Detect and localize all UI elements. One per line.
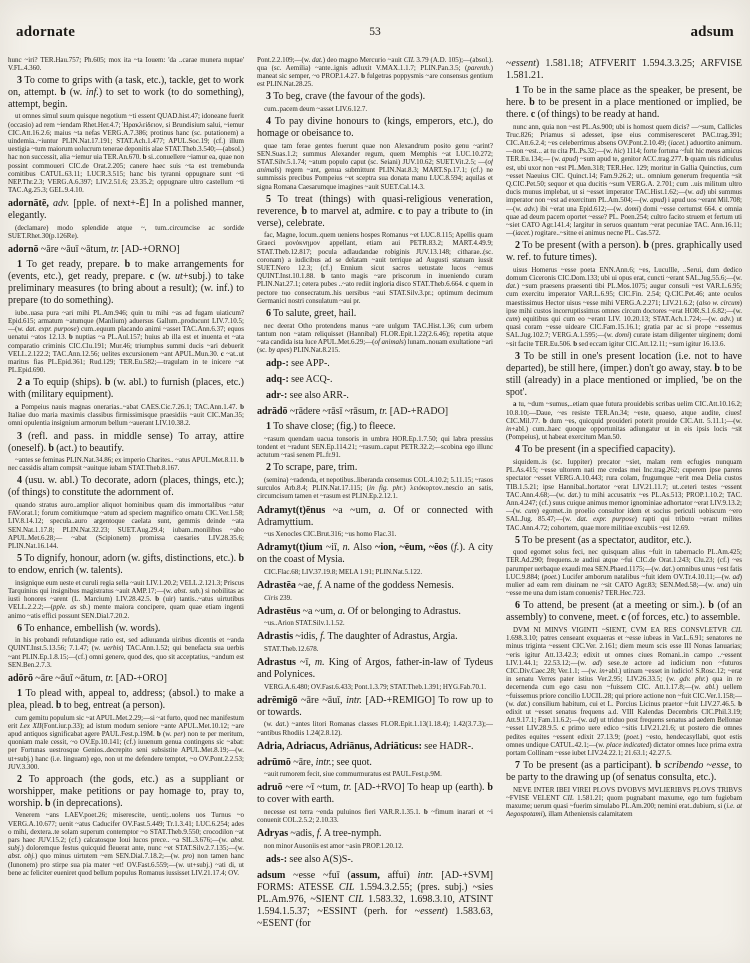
citation-block: fac, Magne, locum..quem ueniens hospes Romanus ~et LUC.8.115; Apellis quam Graeci μονόκνημον appellant, etiam aui PETR.83.2; MART.4.49.9; STAT.Theb.12.817; pocula adlaudandae robiginis JUV.13.148; citharae..(sc. coronam) a iudicibus ad se delatam ~auit terrique ad Augusti statuam iussit SUET.Nero 12.3; (cf.) Ennium sicut sacros uetustate lucos ~emus QUINT.Inst.10.1.88. b tanto magis ~are priscorum in inueniendo curam PLIN.Nat.27.1; cetera pubes ..~ato rediit ingloria disco STAT.Theb.6.664. c quem in pectore tuo consecratum..his uersibus ~aui STAT.Silv.3.pr.; optimum decimum Germanici nostri consulatum ~aui pr. (257, 231, 493, 305)
citation-block: in his probandi refutandique ratio est, sed adiuuanda uiribus dicentis et ~anda QUINT.Inst.5.13.56; 7.1.47; (w. uerbis) TAC.Ann.1.52; qui benefacta sua uerbis ~ant PLIN.Ep.1.8.15;—(cf.) omni genere, quod des, quo sit acceptatius, ~andum est SEN.Ben.2.7.3. (8, 636, 244, 669)
citation-block: quae tam ferae gentes fuerunt quae non Alexandrum posito genu ~arint? SEN.Suas.1.2; summus Alexander regum, quem Memphis ~at LUC.10.272; STAT.Silv.5.1.74; ~atum populo caput (sc. Seiani) JUV.10.62; SUET.Vit.2.5; —(of animals) regem ~ant, genua submittunt PLIN.Nat.8.3; MART.Sp.17.1; (cf.) ne summissis precibus Pompeius ~et sceptra sua donata manu LUC.8.594; aquilas et signa Romana Caesarumque imagines ~auit SUET.Cal.14.3. (257, 141, 493, 191)
citation-block: ~us Xenocles CIC.Brut.316; ~us homo Flac.31. (264, 530, 397, 539)
entry-headword: adornātē, adv. [pple. of next+-Ē] In a polished manner, elegantly. (8, 198, 244, 222)
running-header (16, 24, 734, 44)
sense-definition: 3 (refl. and pass. in middle sense) To array, attire (oneself). b (act.) to beautify. (8, 430, 244, 454)
citation-block: hunc ~iri? TER.Hau.757; Ph.605; mox ita ~ta Iouem: 'da ..carae munera nuptae' V.FL.4.360. (8, 55, 244, 72)
citation-block: siquidem..is (sc. Iuppiter) precator ~siet, malam rem ecfugies nunquam PL.As.415; ~esse ultorem nati me credas mei Inc.trag.262; cuperem ipse parens spectator ~esset VERG.A.10.443; rura colam, frugumque ~erit mea Delia custos TIB.1.5.21; ipse Hannibal..hortator ~erat LIV.21.11.7; ut..ceteri testes ~essent TAC.Ann.4.68;—(w. dat.) tu mihi accusatrix ~es PL.As.513; PROP.1.10.2; TAC. Ann.4.247; (cf.) suus cuique animus memor ignominiae adhortator ~erat LIV.9.13.2;—(w. cum) egomet..in proelio consultor idem et socius periculi uobiscum ~ero SAL.Jug. 85.47;—(w. dat. expr. purpose) rapti qui tributo ~erant milites TAC.Ann.4.72; cohortem, quae more militiae excubiis ~est 12.69. (506, 457, 742, 532)
entry-headword: adornō ~āre ~āuī ~ātum, tr. [AD-+ORNO] (8, 244, 180, 256)
entry-headword: adsum ~esse ~fuī (assum, affui) intr. [AD-+SVM] FORMS: ATESSE CIL 1.594.3.2.55; (pres. subj.) ~sies PL.Am.976, ~SIENT CIL 1.583.32, 1.698.3.10, ATSINT 1.594.1.5.37; ~ESSINT (perh. for ~essent) 1.583.63, ~ESENT (for (257, 870, 493, 930)
sense-definition: 2 To scrape, pare, trim. (266, 462, 358, 474)
cross-reference: adp-: see APP-. (266, 358, 330, 370)
citation-block: STAT.Theb.12.678. (264, 644, 319, 653)
entry-headword: Adryas ~adis, f. A tree-nymph. (257, 828, 382, 840)
entry-headword: adrēmigō ~āre ~āuī, intr. [AD-+REMIGO] To row up to or towards. (257, 694, 493, 718)
page-number: 53 (369, 26, 381, 38)
citation-block: VERG.A.6.480; OV.Fast.6.433; Pont.1.3.79; STAT.Theb.1.391; HYG.Fab.70.1. (264, 682, 486, 691)
column-1 (8, 54, 244, 959)
guide-word-left: adornate (16, 24, 76, 40)
entry-headword: adruō ~ere ~ī ~tum, tr. [AD-+RVO] To heap up (earth). b to cover with earth. (257, 782, 493, 806)
citation-block: ut omnes simul suum quisque negotium ~ti essent QUAD.hist.47; idoneane fuerit (occasio) ad rem ~iendam Rhet.Her.4.7; Ἡρακλείδειον, si Brundisium salui, ~iemur CIC.Att.16.2.6; maius ~ta nefas VERG.A.7.386; protinus hanc (sc. putationem) a uindemia..~iuntur PLIN.Nat.17.191; STAT.Ach.1.477; APUL.Soc.19; (cf.) illum uestigia ~tum maiorum uolucrum tenerae deponitis alae STAT.Theb.3.540;—(absol.) hac non successit, alia ~iemur uia TER.An.670. b si..conuellere ~iamur ea, quae non possint commoueri CIC.de Orat.2.205; canere haec suis ~ta est tremebunda comitibus CATUL.63.11; LUCR.3.515; hanc bis tyranni oppugnare sunt ~ti NEP.Thr.2.3; VERG.A.6.397; LIV.2.51.6; 23.35.2; oppugnare ultro castellum ~ti TAC.Ag.25.3; GEL.9.4.10. (8, 112, 244, 195)
sense-definition: 1 To get ready, prepare. b to make arrangements for (events, etc.), get ready, prepare. c (w. ut+subj.) to take preliminary measures (to bring about a result); (w. inf.) to prepare (to do something). (8, 259, 244, 307)
citation-block: NEVE INTER IBEI VIREI PLOVS DVOBVS MVLIERIBVS PLOVS TRIBVS ~FVISE VELENT CIL 1.581.21; quom pugnabant maxume, ego tum fugiebam maxume; uerum quasi ~fuerim simulabo PL.Am.200; nemini erat..dubium, si (i.e. at Aegospotami), illam Atheniensis calamitatem (506, 785, 742, 819)
citation-block: quando stratus auro..amplior aliquot hominibus quam dis immortalibus ~atur FAV.orat.1; forum comitiumque ~atum ad speciem magnifico ornatu CIC.Ver.1.58; LIV.8.14.12; specula..auro argentoque caelata sunt, gemmis deinde ~ata SEN.Nat.1.17.8; PLIN.Nat.32.23; SUET.Aug.29.4; iubam..monilibus ~abo APUL.Met.6.28;— ~abat (Scipionem) promissa caesaries LIV.28.35.6; PLIN.Nat.16.144. (8, 500, 244, 550)
sense-definition: 5 To treat (things) with quasi-religious veneration, reverence, b to marvel at, admire. c to pay a tribute to (in verse), celebrate. (257, 193, 493, 229)
citation-block: Venerem ~ans LAEV.poet.26; miserescite, uenti;..uolens uos Turnus ~o VERG.A.10.677; uenit ~atus Caducifer OV.Fast.5.449; Tr.1.3.41; LUC.6.254; ades o mihi, dextera..te solam superum contemptor ~o STAT.Theb.9.550; crocodilon ~at pars haec JUV.15.2; (cf.) calcatosque Ioui lucos prece.. ~a SIL.3.676;—(w. abst. subj.) doloremque festus quicquid fleuerat ante, nunc ~et STAT.Silv.2.7.135;—(w. abst. obj.) quo minus uirtutem ~em SEN.Dial.7.18.2;—(w. pro) non tamen hanc (Iunonem) pro stirpe sua pia mater ~et! OV.Fast.6.559;—(w. ut+subj.) ~ati di, ut bene ac feliciter eueniret quod bellum populus Romanus iussisset LIV.21.17.4; OV. (8, 811, 244, 877)
sense-definition: 5 To dignify, honour, adorn (w. gifts, distinctions, etc.). b to endow, enrich (w. talents). (8, 553, 244, 577)
citation-block: ~antes se feminas PLIN.Nat.34.86; ex imperio Charites.. ~atus APUL.Met.8.11. b nec cassidis altam compsit ~auitque iubam STAT.Theb.8.167. (8, 456, 244, 473)
citation-block: Ciris 239. (264, 593, 292, 602)
citation-block: insignique eum ueste et curuli regia sella ~auit LIV.1.20.2; VELL.2.121.3; Priscus Tarquinius qui insignibus magistratus ~auit AMP.17;—(w. abst. sub.) si nobilitas ac iusti honores ~arent (L. Marcium) LIV.28.42.5. b (uir) tantis..~atus uirtutibus VELL.2.2.2;—(pple. as sb.) mente maiora concipere, quam quae etiam ingenti animo ~atis effici possunt SEN.Dial.7.20.2. (8, 578, 244, 620)
sense-definition: 6 To attend, be present (at a meeting or sim.). b (of an assembly) to convene, meet. c (of forces, etc.) to assemble. (506, 600, 742, 624)
entry-headword: Adrastēa ~ae, f. A name of the goddess Nemesis. (257, 580, 454, 591)
sense-definition: 2 a To equip (ships). b (w. abl.) to furnish (places, etc.) with (military equipment). (8, 377, 244, 401)
citation-block: ~rasum quendam uacua tonsoris in umbra HOR.Ep.1.7.50; qui labra pressius tondent et ~radunt SEN.Ep.114.21; ~rasum..caput PETR.32.2;—scobina ego illunc actutum ~rasi senem PL.fr.91. (257, 434, 493, 460)
sense-definition: 7 To be present (as a participant). b scribendo ~esse, to be party to the drawing up (of senatus consulta, etc.). (506, 760, 742, 784)
sense-definition: 2 To be present (with a person). b (pres. graphically used w. ref. to future times). (506, 240, 742, 264)
entry-headword: Adrastus ~ī, m. King of Argos, father-in-law of Tydeus and Polynices. (257, 657, 493, 681)
citation-block: quod egomet solus feci, nec quisquam alius ~fuit in tabernaclo PL.Am.425; TER.Ad.290; frequens..te audiui atque ~fui CIC.de Orat.1.243; Clu.23; (cf.) ~es parumper uerbaque exaudi mea SEN.Phaed.1175;—(w. dat.) omnibus unus ~est fatis LUC.9.884; (poet.) Lucifer amborum natalibus ~fuit idem OV.Tr.4.10.11;—(w. ad) mulier ad eam rem diuinam ne ~sit CATO Agr.83; SEN.Med.58;—(w. una) uin ~esse me una dum istam conuenis? TER.Hec.723. (506, 548, 742, 598)
sense-definition: 3 To beg, crave (the favour of the gods). (266, 91, 426, 103)
citation-block: (w. dat.) ~antes litori Romanas classes FLOR.Epit.1.13(1.18.4); 1.42(3.7.3);— ~antibus Rhodiis 1.24(2.8.12). (257, 720, 493, 737)
sense-definition: 3 To come to grips with (a task, etc.), tackle, get to work on, attempt. b (w. inf.) to set to work (to do something), attempt, begin. (8, 74, 244, 110)
sense-definition: 6 To enhance, embellish (w. words). (17, 622, 161, 634)
guide-word-right: adsum (690, 24, 734, 40)
entry-headword: Adramyt(t)ēnus ~a ~um, a. Of or connected with Adramyttium. (257, 504, 493, 528)
citation-block: (declamare) modo splendide atque ~, tum..circumcise ac sordide SUET.Rhet.30(p.126Re). (8, 223, 244, 241)
entry-headword: Adrastēus ~a ~um, a. Of or belonging to Adrastus. (257, 605, 461, 617)
sense-definition: 1 To shave close; (fig.) to fleece. (266, 421, 396, 433)
sense-definition: 4 (usu. w. abl.) To decorate, adorn (places, things, etc.); (of things) to constitute the adornment of. (8, 475, 244, 499)
citation-block: nunc ann, quia non ~est PL.As.900; ubi is homost quem dicis? —~sum, Callicles Truc.826; Priamus si adesset, ipse eius commiseresceret PAC.trag.391; CIC.Att.6.2.4; ~es celeberrimus absens OV.Pont.2.10.49; (iacet.) aduortito animum. —non ~est... at tu cita PL.Ps.32;—(w. hic) 1114; forte fortuna ~fuit hic meus amicus TER.Eu.134;— (w. apud) ~sum apud te, genitor ACC.trag.277. b quam uis ridiculus est, ubi uxor non ~est PL.Men.318; TER.Hec. 129; moritur in Gallia Quinctius, cum ~esset Naeuius CIC. Quinct.14; Fam.9.26.2; ut.. omnium generum frequentia ~sit Q.CIC.Pet.50; sequor et qua ducitis ~sum VERG.A. 2.701; cum ..uis militum ultro ducis munus implebat, ut si ~esset imperator TAC.Hist.1.62;—(w. ad) ubi summus imperator non ~est ad exercitum PL.Am.504;—(w. apud) i apud uos ~erant Mil.708;—(w. adv.) ibi ~erat una Epid.612;—(w. domi) domi ~esse certumst 664. c omnia quae ad deum pacem oportet ~esse? PL. Poen.254; cultro facito struem et fertum uti ~siet CATO Agr.141.4; largitur in seruos quantum ~erat pecuniae TAC. Ann.16.11;—(iacet.) rogitare..~sitne ei animus necne PL. Cas.572. (506, 122, 742, 238)
citation-block: cum gemitu populum sic ~at APUL.Met.2.29;—si ~at furto, quod nec manifestum erit Lex XII(Font.iur.p.33); ad istum modum seniore ~ante APUL.Met.10.12; ~are apud antiquos significabat agere PAUL.Fest.p.19M. b (w. per) non te per meritum, quoniam male cessit, ~o OV.Ep.10.141; (cf.) iuuenum genua contingens sic ~abat: per Fortunas uestrosque Genios..decrepito seni subsistite APUL.Met.8.19;—(w. ut+subj.) hanc (i.e. linguam) ego, non ut me defendere temptet, ~o OV.Pont.2.2.53; JUV.3.300. (8, 713, 244, 771)
citation-block: CIC.Flac.68; LIV.37.19.8; MELA 1.91; PLIN.Nat.5.122. (264, 567, 423, 576)
sense-definition: 3 To be still in one's present location (i.e. not to have departed), be still here, (imper.) don't go away, stay. b to be still (already) in a place mentioned or implied, 'be on the spot'. (506, 350, 742, 398)
citation-block: (semina) ~radenda, et nepotibus..liberanda censemus COL.4.10.2; 5.11.15; ~rasos surculos Arb.8.4; PLIN.Nat.17.115; (in fig. phr.) λειόκυρτον..nescio an satis, circumcisum tamen et ~rasum est PLIN.Ep.2.12.1. (257, 475, 493, 501)
citation-block: ~us..Arion STAT.Silv.1.1.52. (264, 619, 345, 628)
entry-headword: Adria, Adriacus, Adriānus, Adriāticus: see HADR-. (257, 740, 474, 752)
sense-definition: 4 To pay divine honours to (kings, emperors, etc.), do homage or obeisance to. (257, 116, 493, 140)
text-columns (8, 54, 742, 959)
citation-block: necesse est terra ~enda puluinos fieri VAR.R.1.35.1. b ~fimum inarari et ~i conuenit COL.2.5.2; 2.10.33. (257, 807, 493, 825)
citation-block: non minor Ausoniis est amor ~asin PROP.1.20.12. (264, 841, 404, 850)
column-3 (506, 54, 742, 959)
sense-definition: 5 To be present (as a spectator, auditor, etc.). (515, 534, 692, 546)
citation-block: iube..uasa pura ~ari mihi PL.Am.946; quin tu mihi ~as ad fugam uiaticum? Epid.615; armatum ~atumque (Manlium) aduersus Gallum..producunt LIV.7.10.5;—(w. dat. expr. purpose) cum..equum placando animi ~asset TAC.Ann.6.37; equos uenatui ~atos 12.13. b nuptias ~a PL.Aul.157; huius ab illa est et inuenta et ~ata comparatio criminis CIC.Clu.191; Mur.46; triumphus summi ducis ~ari debuerit VELL.2.122.2; TAC.Ann.12.56; uelites excursionem ~ant APUL.Mun.30. c ~at..ut maritus fias PL.Epid.361; Rud.129; TER.Eu.582;—tragulam in te inicere ~at PL.Epid.690. (8, 308, 244, 375)
citation-block: a Pompeius nauis magnas onerarias..~abat CAES.Cic.7.26.1; TAC.Ann.1.47. b Italiae duo maria maximis classibus firmissimisque praesidiis ~auit CIC.Man.35; omni opulentia insignium armorum bellum ~auerant LIV.10.38.2. (8, 402, 244, 428)
entry-headword: Adramyt(t)ium ~iī, n. Also ~ion, ~ēum, ~ēos (f.). A city on the coast of Mysia. (257, 542, 493, 566)
cross-reference: adq-: see ACQ-. (266, 374, 333, 386)
column-2 (257, 54, 493, 959)
cross-reference: adr-: see also ARR-. (266, 390, 349, 402)
entry-headword: adōrō ~āre ~āuī ~ātum, tr. [AD-+ORO] (8, 673, 167, 685)
citation-block: DVM NI MINVS VIGINTI ~SIENT, CVM EA RES CONSVLETVR CIL 1.698.3.10; patres censeant exquaeras et ~esse iubeas in Var.L.6.91; senatores ne minus triginta ~essent CIC.Ver. 2.161; diem meum scis esse III Nonas Ianuarias; ~eris igitur Att.13.42.3; edixit ut omnes ciues Romani..in campo ..~essent LIV.1.44.1; 22.53.12;—(w. ad) sese..te actore ad iudicium non ~futuros CIC.Div.Caec.28; Ver.1.1; —(w. in+abl.) utinam ~esset in iudicio! S.Rosc.12; ~erat in senatu Verres pater istius Ver.2.95; LIV.26.33.5; (w. gdv. phr.) qua in re decernenda cum ego casu non ~fuissem CIC. Att.1.17.8;—(w. abl.) uellem ~fuissemus priore concilio LUCIL.28; qui priore actione non ~fuit CIC.Ver.1.158;— (w. dat.) consilium habitum, cui et L. Porcius Licinus praetor ~fuit LIV.27.46.5. b edixit ut ~esset senatus frequens a.d. VIII Kalendas Decembris CIC.Phil.3.19; Att.9.17.1; Fam.11.6.2;—(w. ad) ut triduo post frequens senatus ad aedem Bellonae ~esset LIV.28.9.5. c primo uere edico ~sitis LIV.21.21.6; ut postero die omnes pedites equites ~essent edixit 27.13.9; (poet.) ~esto, hendecasyllabi, quot estis omnes undique CATUL.42.1;—(w. place indicated) dictator omnes luce prima extra portam Collinam ~esse iubet LIV.24.22.1; 21.63.1; 42.27.5. (506, 625, 742, 757)
citation-block: a tu, ~dum ~sumus,..etiam quae futura prouidebis scribas uelim CIC.Att.10.16.2; 10.8.10;—Daue, ~es resiste TER.An.34; ~este, quaeso, atque audite, ciues! CIC.Mil.77. b dum ~es, quicquid prouideri poterit prouide CIC.Att. 5.11.1;—(w. in+abl.) cum..haec quoque opportunitas adiungatur ut in eis ipsis locis ~sit (Pompeius), ut habeat exercitum Man.50. (506, 400, 742, 442)
sense-definition: 1 To plead with, appeal to, address; (absol.) to make a plea, plead. b to beg, entreat (a person). (8, 688, 244, 712)
sense-definition: 2 To approach (the gods, etc.) as a suppliant or worshipper, make petitions or pay homage to, pray to, worship. b (in deprecations). (8, 773, 244, 809)
cross-reference: ads-: see also A(S)S-. (266, 854, 354, 866)
sense-definition: 1 To be in the same place as the speaker, be present, be here. b to be present in a place mentioned or implied, be there. c (of things) to be ready at hand. (506, 85, 742, 120)
sense-definition: 6 To salute, greet, hail. (266, 308, 357, 320)
entry-headword: adrādō ~rādere ~rāsī ~rāsum, tr. [AD-+RADO] (257, 406, 449, 418)
entry-headword: adrūmō ~āre, intr.; see quot. (257, 756, 372, 768)
sense-definition: 4 To be present (in a specified capacity). (515, 444, 676, 456)
entry-headword: ~essent) 1.581.18; ATFVERIT 1.594.3.3.25; ARFVISE 1.581.21. (506, 58, 742, 81)
entry-headword: Adrastis ~idis, f. The daughter of Adrastus, Argia. (257, 631, 458, 643)
citation-block: Pont.2.2.109;—(w. dat.) deo magno Mercurio ~auit CIL 3.79 (A.D. 105);—(absol.). qua (sc. Aemilia) ~ante..ignis adluxit V.MAX.1.1.7; PLIN.Pan.3.5; (parenth.) maneat sic semper, ~o PROP.1.4.27. b fulgetras poppysmis ~are consensus gentium est PLIN.Nat.28.25. (257, 55, 493, 89)
citation-block: nec deerat Otho protendens manus ~are uulgum TAC.Hist.1.36; cum urbem tantum non ~atam reliquisset (Hannibal) FLOR.Epit.1.22(2.6.46); repetita atque ~ata candida ista luce APUL.Met.6.29;—(of animals) lunam..nouam exultatione ~ari (sc. by apes) PLIN.Nat.8.215. (257, 321, 493, 355)
citation-block: ~auit rumorem fecit, siue commurmuratus est PAUL.Fest.p.9M. (264, 770, 442, 779)
citation-block: uisus Homerus ~esse poeta ENN.Ann.6; ~es, Lucullle, ..Serui, dum dedico domum Ciceronis CIC.Dom.133; ubi ui opus erat, cuncti ~erant SAL.Jug.55.6;—(w. dat.) ~sum praesens praesenti tibi PL.Mos.1075; augur consuli ~est VAR.L.6.95; cum exercitu imperator VAR.L.6.95; CIC.Fin. 2.54; Q.CIC.Pet.46; ante oculos maestissimus Hector uisus ~esse mihi VERG.A.2.271; LIV.21.6.2; (also w. circum) ipse mihi custos incorruptissimus omnes circum doctores ~erat HOR.S.1.6.82;—(w. cum) equitibus qui cum eo ~erant LIV. 10.20.13; STAT.Ach.1.724;—(w. adv.) ut quasi coram ~esse uideare CIC.Fam.15.16.1; gratia par ac si prope ~essemus SAL.Jug.102.7; VERG.A.1.595;—(w. domi) curate istam diligenter uirginem; domi ~sit facite TER.Eu.506. b sed eccam igitur CIC.Att.12.11; ~sum igitur 16.13.6. (506, 265, 742, 348)
citation-block: cum..pacem deum ~asset LIV.6.12.7. (264, 104, 368, 113)
